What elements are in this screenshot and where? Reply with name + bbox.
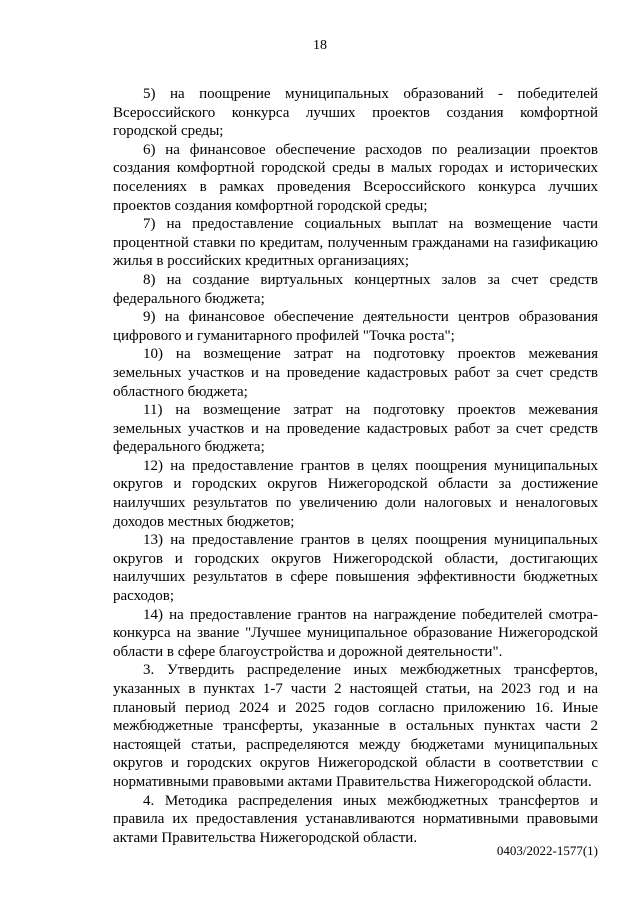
- paragraph-item-10: 10) на возмещение затрат на подготовку проектов межевания земельных участков и на проведение кадастровых работ за счет средств областного бюджета;: [113, 346, 598, 400]
- paragraph-item-8: 8) на создание виртуальных концертных залов за счет средств федерального бюджета;: [113, 271, 598, 307]
- paragraph-item-12: 12) на предоставление грантов в целях поощрения муниципальных округов и городских округов Нижегородской области за достижение наилучших результатов по увеличению доли налоговых и неналоговых доходов местных бюджетов;: [113, 457, 598, 530]
- paragraph-part-4: 4. Методика распределения иных межбюджетных трансфертов и правила их предоставления устанавливаются нормативными правовыми актами Правительства Нижегородской области.: [113, 792, 598, 846]
- paragraph-item-14: 14) на предоставление грантов на награждение победителей смотра-конкурса на звание "Лучшее муниципальное образование Нижегородской области в сфере благоустройства и дорожной деятельности".: [113, 606, 598, 660]
- page-number: 18: [313, 38, 327, 53]
- document-registration-code: 0403/2022-1577(1): [496, 843, 598, 858]
- paragraph-item-9: 9) на финансовое обеспечение деятельности центров образования цифрового и гуманитарного профилей "Точка роста";: [113, 309, 598, 344]
- paragraph-item-6: 6) на финансовое обеспечение расходов по реализации проектов создания комфортной городской среды в малых городах и исторических поселениях в рамках проведения Всероссийского конкурса лучших проектов создания комфортной городской среды;: [113, 141, 598, 214]
- paragraph-item-11: 11) на возмещение затрат на подготовку проектов межевания земельных участков и на проведение кадастровых работ за счет средств федерального бюджета;: [113, 402, 598, 456]
- paragraph-part-3: 3. Утвердить распределение иных межбюджетных трансфертов, указанных в пунктах 1-7 части 2 настоящей статьи, на 2023 год и на плановый период 2024 и 2025 годов согласно приложению 16. Иные межбюджетные трансферты, указанные в остальных пунктах части 2 настоящей статьи, распределяются между бюджетами муниципальных округов и городских округов Нижегородской области в соответствии с нормативными правовыми актами Правительства Нижегородской области.: [113, 662, 598, 790]
- paragraph-item-5: 5) на поощрение муниципальных образований - победителей Всероссийского конкурса лучших проектов создания комфортной городской среды;: [113, 86, 598, 140]
- document-body: [113, 85, 598, 847]
- paragraph-item-7: 7) на предоставление социальных выплат на возмещение части процентной ставки по кредитам, полученным гражданами на газификацию жилья в российских кредитных организациях;: [113, 216, 598, 270]
- paragraph-item-13: 13) на предоставление грантов в целях поощрения муниципальных округов и городских округов Нижегородской области, достигающих наилучших результатов в сфере повышения эффективности бюджетных расходов;: [113, 532, 598, 605]
